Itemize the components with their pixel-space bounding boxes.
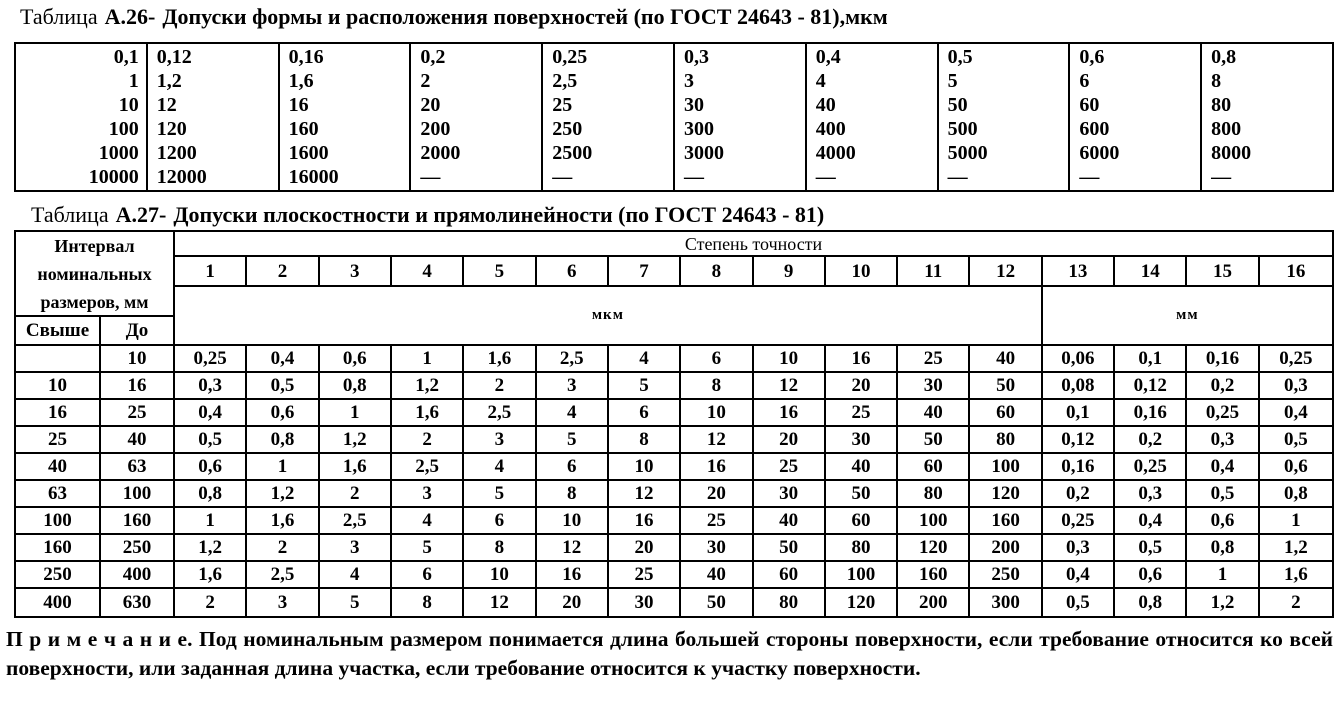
row-9-deg-2: 2,5 xyxy=(247,562,319,589)
a26-value: 2,5 xyxy=(552,70,578,92)
row-2-deg-11: 30 xyxy=(898,373,970,400)
a26-value: 600 xyxy=(1079,118,1110,140)
row-8-deg-2: 2 xyxy=(247,535,319,562)
row-5-deg-4: 2,5 xyxy=(392,454,464,481)
row-9-deg-8: 40 xyxy=(681,562,753,589)
row-4-over: 25 xyxy=(16,427,101,454)
a26-value: 400 xyxy=(815,118,846,140)
row-5-deg-16: 0,6 xyxy=(1260,454,1332,481)
a26-value: 1000 xyxy=(98,142,139,164)
row-5-deg-14: 0,25 xyxy=(1115,454,1187,481)
a26-value: 0,6 xyxy=(1079,46,1105,68)
row-5-deg-12: 100 xyxy=(970,454,1042,481)
row-7-deg-10: 60 xyxy=(826,508,898,535)
row-6-deg-7: 12 xyxy=(609,481,681,508)
to-header-cell: До xyxy=(101,317,175,346)
row-7-deg-15: 0,6 xyxy=(1187,508,1259,535)
degree-col-13: 13 xyxy=(1043,257,1115,287)
row-10-deg-8: 50 xyxy=(681,589,753,616)
row-7-deg-4: 4 xyxy=(392,508,464,535)
a26-value: 4000 xyxy=(815,142,856,164)
row-1-deg-14: 0,1 xyxy=(1115,346,1187,373)
row-6-deg-9: 30 xyxy=(754,481,826,508)
row-1-deg-5: 1,6 xyxy=(464,346,536,373)
row-4-deg-8: 12 xyxy=(681,427,753,454)
row-1-deg-7: 4 xyxy=(609,346,681,373)
row-2-deg-13: 0,08 xyxy=(1043,373,1115,400)
row-7-deg-14: 0,4 xyxy=(1115,508,1187,535)
row-10-deg-12: 300 xyxy=(970,589,1042,616)
row-4-deg-12: 80 xyxy=(970,427,1042,454)
a26-value: 4 xyxy=(815,70,826,92)
row-1-deg-10: 16 xyxy=(826,346,898,373)
degree-col-11: 11 xyxy=(898,257,970,287)
row-3-deg-12: 60 xyxy=(970,400,1042,427)
row-9-deg-5: 10 xyxy=(464,562,536,589)
row-6-to: 100 xyxy=(101,481,175,508)
degree-col-3: 3 xyxy=(320,257,392,287)
row-6-over: 63 xyxy=(16,481,101,508)
row-5-deg-3: 1,6 xyxy=(320,454,392,481)
a26-value: 2 xyxy=(420,70,431,92)
row-3-deg-9: 16 xyxy=(754,400,826,427)
a26-value: 0,1 xyxy=(113,46,139,68)
row-2-to: 16 xyxy=(101,373,175,400)
row-4-deg-15: 0,3 xyxy=(1187,427,1259,454)
a26-value: — xyxy=(683,166,704,188)
note-text: Под номинальным размером понимается длина большей стороны поверхности, если требование относится ко всей поверхности, или заданная длина участка, если требование относится к участку поверхности. xyxy=(6,627,1334,680)
row-5-deg-9: 25 xyxy=(754,454,826,481)
table-a26 xyxy=(14,42,1334,192)
unit-mkm-header-cell: мкм xyxy=(175,287,1043,346)
row-7-over: 100 xyxy=(16,508,101,535)
row-6-deg-1: 0,8 xyxy=(175,481,247,508)
row-10-to: 630 xyxy=(101,589,175,616)
a26-column-8 xyxy=(938,43,1070,191)
row-1-deg-4: 1 xyxy=(392,346,464,373)
row-2-deg-15: 0,2 xyxy=(1187,373,1259,400)
interval-line-2: номинальных xyxy=(37,263,152,284)
row-4-to: 40 xyxy=(101,427,175,454)
row-7-deg-2: 1,6 xyxy=(247,508,319,535)
row-8-deg-9: 50 xyxy=(754,535,826,562)
row-10-deg-2: 3 xyxy=(247,589,319,616)
row-3-deg-10: 25 xyxy=(826,400,898,427)
a26-value: 160 xyxy=(288,118,319,140)
row-6-deg-4: 3 xyxy=(392,481,464,508)
row-4-deg-11: 50 xyxy=(898,427,970,454)
row-2-deg-9: 12 xyxy=(754,373,826,400)
table-a27-title-text: Допуски плоскостности и прямолинейности (по ГОСТ 24643 - 81) xyxy=(173,202,825,227)
table-a27-title xyxy=(31,202,1338,228)
row-7-deg-13: 0,25 xyxy=(1043,508,1115,535)
row-1-deg-12: 40 xyxy=(970,346,1042,373)
row-5-deg-8: 16 xyxy=(681,454,753,481)
row-3-deg-5: 2,5 xyxy=(464,400,536,427)
row-1-deg-6: 2,5 xyxy=(537,346,609,373)
row-7-deg-6: 10 xyxy=(537,508,609,535)
a26-value: 0,8 xyxy=(1211,46,1237,68)
row-2-deg-3: 0,8 xyxy=(320,373,392,400)
table-a27 xyxy=(14,230,1334,618)
row-3-deg-7: 6 xyxy=(609,400,681,427)
row-3-over: 16 xyxy=(16,400,101,427)
a26-value: 20 xyxy=(420,94,441,116)
degree-col-1: 1 xyxy=(175,257,247,287)
row-5-over: 40 xyxy=(16,454,101,481)
row-1-to: 10 xyxy=(101,346,175,373)
row-4-deg-7: 8 xyxy=(609,427,681,454)
a26-column-10 xyxy=(1201,43,1333,191)
row-10-deg-7: 30 xyxy=(609,589,681,616)
row-6-deg-12: 120 xyxy=(970,481,1042,508)
a26-column-5 xyxy=(542,43,674,191)
a26-value: 5000 xyxy=(947,142,988,164)
row-9-deg-4: 6 xyxy=(392,562,464,589)
a26-value: 30 xyxy=(683,94,704,116)
degree-col-12: 12 xyxy=(970,257,1042,287)
a26-column-9 xyxy=(1069,43,1201,191)
row-1-deg-11: 25 xyxy=(898,346,970,373)
degree-col-6: 6 xyxy=(537,257,609,287)
row-4-deg-9: 20 xyxy=(754,427,826,454)
row-3-deg-8: 10 xyxy=(681,400,753,427)
a26-value: 12000 xyxy=(156,166,207,188)
row-8-deg-3: 3 xyxy=(320,535,392,562)
row-8-deg-1: 1,2 xyxy=(175,535,247,562)
note xyxy=(0,625,1338,683)
row-2-deg-5: 2 xyxy=(464,373,536,400)
row-9-deg-1: 1,6 xyxy=(175,562,247,589)
row-3-deg-16: 0,4 xyxy=(1260,400,1332,427)
a26-value: 250 xyxy=(552,118,583,140)
row-8-deg-8: 30 xyxy=(681,535,753,562)
row-4-deg-5: 3 xyxy=(464,427,536,454)
a26-value: 1200 xyxy=(156,142,197,164)
a26-value: — xyxy=(420,166,441,188)
note-label: П р и м е ч а н и е. xyxy=(6,627,193,651)
row-6-deg-10: 50 xyxy=(826,481,898,508)
row-10-deg-5: 12 xyxy=(464,589,536,616)
interval-header-cell xyxy=(16,232,175,317)
table-a26-row xyxy=(15,43,1333,191)
row-5-deg-10: 40 xyxy=(826,454,898,481)
accuracy-degree-header-cell: Степень точности xyxy=(175,232,1332,257)
row-6-deg-5: 5 xyxy=(464,481,536,508)
row-5-deg-11: 60 xyxy=(898,454,970,481)
a26-value: — xyxy=(1211,166,1232,188)
row-3-deg-13: 0,1 xyxy=(1043,400,1115,427)
a26-value: 6 xyxy=(1079,70,1090,92)
row-10-deg-1: 2 xyxy=(175,589,247,616)
row-5-deg-13: 0,16 xyxy=(1043,454,1115,481)
row-9-deg-15: 1 xyxy=(1187,562,1259,589)
a26-value: 16000 xyxy=(288,166,339,188)
a26-value: — xyxy=(815,166,836,188)
row-1-deg-8: 6 xyxy=(681,346,753,373)
row-1-deg-3: 0,6 xyxy=(320,346,392,373)
row-5-deg-2: 1 xyxy=(247,454,319,481)
a26-value: 10000 xyxy=(88,166,139,188)
row-5-deg-15: 0,4 xyxy=(1187,454,1259,481)
a26-value: — xyxy=(552,166,573,188)
a26-value: 200 xyxy=(420,118,451,140)
row-2-deg-12: 50 xyxy=(970,373,1042,400)
row-4-deg-3: 1,2 xyxy=(320,427,392,454)
a26-value: 40 xyxy=(815,94,836,116)
row-4-deg-1: 0,5 xyxy=(175,427,247,454)
row-6-deg-8: 20 xyxy=(681,481,753,508)
table-a26-title-text: Допуски формы и расположения поверхностей (по ГОСТ 24643 - 81) xyxy=(162,4,840,29)
row-9-deg-12: 250 xyxy=(970,562,1042,589)
degree-col-15: 15 xyxy=(1187,257,1259,287)
row-3-deg-3: 1 xyxy=(320,400,392,427)
row-4-deg-13: 0,12 xyxy=(1043,427,1115,454)
a26-value: 1 xyxy=(128,70,139,92)
a26-value: 0,2 xyxy=(420,46,446,68)
row-4-deg-16: 0,5 xyxy=(1260,427,1332,454)
a26-value: 5 xyxy=(947,70,958,92)
a26-value: 8000 xyxy=(1211,142,1252,164)
row-3-deg-6: 4 xyxy=(537,400,609,427)
a26-column-2 xyxy=(147,43,279,191)
a26-value: 25 xyxy=(552,94,573,116)
row-4-deg-10: 30 xyxy=(826,427,898,454)
row-9-deg-11: 160 xyxy=(898,562,970,589)
row-2-deg-16: 0,3 xyxy=(1260,373,1332,400)
row-7-deg-16: 1 xyxy=(1260,508,1332,535)
row-8-to: 250 xyxy=(101,535,175,562)
row-8-deg-5: 8 xyxy=(464,535,536,562)
row-3-to: 25 xyxy=(101,400,175,427)
row-10-deg-6: 20 xyxy=(537,589,609,616)
a26-value: 50 xyxy=(947,94,968,116)
row-5-deg-7: 10 xyxy=(609,454,681,481)
row-1-deg-16: 0,25 xyxy=(1260,346,1332,373)
a26-value: 0,16 xyxy=(288,46,324,68)
a26-value: 120 xyxy=(156,118,187,140)
row-1-deg-13: 0,06 xyxy=(1043,346,1115,373)
degree-col-16: 16 xyxy=(1260,257,1332,287)
row-5-deg-1: 0,6 xyxy=(175,454,247,481)
row-3-deg-14: 0,16 xyxy=(1115,400,1187,427)
row-3-deg-15: 0,25 xyxy=(1187,400,1259,427)
a26-value: 500 xyxy=(947,118,978,140)
row-7-deg-3: 2,5 xyxy=(320,508,392,535)
row-6-deg-16: 0,8 xyxy=(1260,481,1332,508)
unit-mm-header-cell: мм xyxy=(1043,287,1332,346)
row-9-over: 250 xyxy=(16,562,101,589)
row-3-deg-11: 40 xyxy=(898,400,970,427)
a26-value: 800 xyxy=(1211,118,1242,140)
a26-value: 80 xyxy=(1211,94,1232,116)
table-a27-title-number: А.27- xyxy=(115,202,167,227)
row-7-deg-1: 1 xyxy=(175,508,247,535)
interval-line-3: размеров, мм xyxy=(40,291,149,312)
row-6-deg-15: 0,5 xyxy=(1187,481,1259,508)
interval-line-1: Интервал xyxy=(54,235,135,256)
table-a26-title-word: Таблица xyxy=(20,4,98,29)
a26-value: 0,12 xyxy=(156,46,192,68)
row-7-deg-9: 40 xyxy=(754,508,826,535)
a26-value: 300 xyxy=(683,118,714,140)
a26-value: 10 xyxy=(118,94,139,116)
row-7-deg-8: 25 xyxy=(681,508,753,535)
row-10-deg-11: 200 xyxy=(898,589,970,616)
row-1-deg-9: 10 xyxy=(754,346,826,373)
row-2-deg-6: 3 xyxy=(537,373,609,400)
over-header-cell: Свыше xyxy=(16,317,101,346)
row-2-deg-7: 5 xyxy=(609,373,681,400)
a26-value: 8 xyxy=(1211,70,1222,92)
row-5-to: 63 xyxy=(101,454,175,481)
degree-col-10: 10 xyxy=(826,257,898,287)
row-1-over xyxy=(16,346,101,373)
row-8-deg-16: 1,2 xyxy=(1260,535,1332,562)
table-a26-title-unit: ,мкм xyxy=(839,4,888,29)
a26-value: 60 xyxy=(1079,94,1100,116)
a26-value: 0,3 xyxy=(683,46,709,68)
degree-col-8: 8 xyxy=(681,257,753,287)
row-8-deg-12: 200 xyxy=(970,535,1042,562)
row-10-deg-14: 0,8 xyxy=(1115,589,1187,616)
row-9-deg-13: 0,4 xyxy=(1043,562,1115,589)
row-6-deg-3: 2 xyxy=(320,481,392,508)
row-2-deg-14: 0,12 xyxy=(1115,373,1187,400)
row-5-deg-6: 6 xyxy=(537,454,609,481)
row-8-deg-14: 0,5 xyxy=(1115,535,1187,562)
table-a26-title xyxy=(20,4,1338,30)
row-8-deg-15: 0,8 xyxy=(1187,535,1259,562)
a26-value: 2000 xyxy=(420,142,461,164)
row-10-deg-3: 5 xyxy=(320,589,392,616)
row-10-deg-10: 120 xyxy=(826,589,898,616)
row-2-deg-8: 8 xyxy=(681,373,753,400)
row-2-deg-4: 1,2 xyxy=(392,373,464,400)
a26-column-4 xyxy=(410,43,542,191)
row-4-deg-6: 5 xyxy=(537,427,609,454)
row-7-deg-12: 160 xyxy=(970,508,1042,535)
degree-col-7: 7 xyxy=(609,257,681,287)
row-9-deg-14: 0,6 xyxy=(1115,562,1187,589)
document-page xyxy=(0,4,1338,726)
row-9-to: 400 xyxy=(101,562,175,589)
a26-value: 0,25 xyxy=(552,46,588,68)
row-3-deg-1: 0,4 xyxy=(175,400,247,427)
table-a26-title-number: А.26- xyxy=(104,4,156,29)
row-8-deg-13: 0,3 xyxy=(1043,535,1115,562)
degree-col-4: 4 xyxy=(392,257,464,287)
row-10-deg-16: 2 xyxy=(1291,592,1301,613)
row-1-deg-2: 0,4 xyxy=(247,346,319,373)
row-7-deg-7: 16 xyxy=(609,508,681,535)
a26-column-6 xyxy=(674,43,806,191)
row-9-deg-9: 60 xyxy=(754,562,826,589)
row-2-deg-1: 0,3 xyxy=(175,373,247,400)
row-1-deg-1: 0,25 xyxy=(175,346,247,373)
row-10-deg-4: 8 xyxy=(392,589,464,616)
row-8-over: 160 xyxy=(16,535,101,562)
a26-value: 1,6 xyxy=(288,70,314,92)
a26-value: 100 xyxy=(108,118,139,140)
row-1-deg-15: 0,16 xyxy=(1187,346,1259,373)
a26-value: 6000 xyxy=(1079,142,1120,164)
row-10-deg-15: 1,2 xyxy=(1187,589,1259,616)
row-9-deg-7: 25 xyxy=(609,562,681,589)
row-7-deg-5: 6 xyxy=(464,508,536,535)
row-10-over: 400 xyxy=(16,589,101,616)
row-4-deg-4: 2 xyxy=(392,427,464,454)
row-6-deg-14: 0,3 xyxy=(1115,481,1187,508)
a26-value: 3 xyxy=(683,70,694,92)
degree-col-14: 14 xyxy=(1115,257,1187,287)
row-3-deg-2: 0,6 xyxy=(247,400,319,427)
a26-value: 0,5 xyxy=(947,46,973,68)
row-4-deg-14: 0,2 xyxy=(1115,427,1187,454)
row-10-deg-9: 80 xyxy=(754,589,826,616)
row-5-deg-5: 4 xyxy=(464,454,536,481)
a26-value: 0,4 xyxy=(815,46,841,68)
row-2-deg-2: 0,5 xyxy=(247,373,319,400)
row-2-deg-10: 20 xyxy=(826,373,898,400)
row-6-deg-13: 0,2 xyxy=(1043,481,1115,508)
row-8-deg-6: 12 xyxy=(537,535,609,562)
a26-column-3 xyxy=(279,43,411,191)
row-8-deg-4: 5 xyxy=(392,535,464,562)
row-9-deg-6: 16 xyxy=(537,562,609,589)
a26-value: 16 xyxy=(288,94,309,116)
row-6-deg-6: 8 xyxy=(537,481,609,508)
row-8-deg-11: 120 xyxy=(898,535,970,562)
row-9-deg-3: 4 xyxy=(320,562,392,589)
row-6-deg-2: 1,2 xyxy=(247,481,319,508)
row-4-deg-2: 0,8 xyxy=(247,427,319,454)
row-7-to: 160 xyxy=(101,508,175,535)
row-10-deg-13: 0,5 xyxy=(1043,589,1115,616)
row-9-deg-10: 100 xyxy=(826,562,898,589)
row-9-deg-16: 1,6 xyxy=(1260,562,1332,589)
row-3-deg-4: 1,6 xyxy=(392,400,464,427)
degree-col-2: 2 xyxy=(247,257,319,287)
a26-column-1 xyxy=(15,43,147,191)
a26-value: — xyxy=(1079,166,1100,188)
row-6-deg-11: 80 xyxy=(898,481,970,508)
table-a27-title-word: Таблица xyxy=(31,202,109,227)
a26-column-7 xyxy=(806,43,938,191)
a26-value: 12 xyxy=(156,94,177,116)
a26-value: 3000 xyxy=(683,142,724,164)
row-7-deg-11: 100 xyxy=(898,508,970,535)
a26-value: 1600 xyxy=(288,142,329,164)
a26-value: — xyxy=(947,166,968,188)
degree-col-9: 9 xyxy=(754,257,826,287)
row-8-deg-10: 80 xyxy=(826,535,898,562)
row-8-deg-7: 20 xyxy=(609,535,681,562)
a26-value: 2500 xyxy=(552,142,593,164)
row-2-over: 10 xyxy=(16,373,101,400)
a26-value: 1,2 xyxy=(156,70,182,92)
degree-col-5: 5 xyxy=(464,257,536,287)
